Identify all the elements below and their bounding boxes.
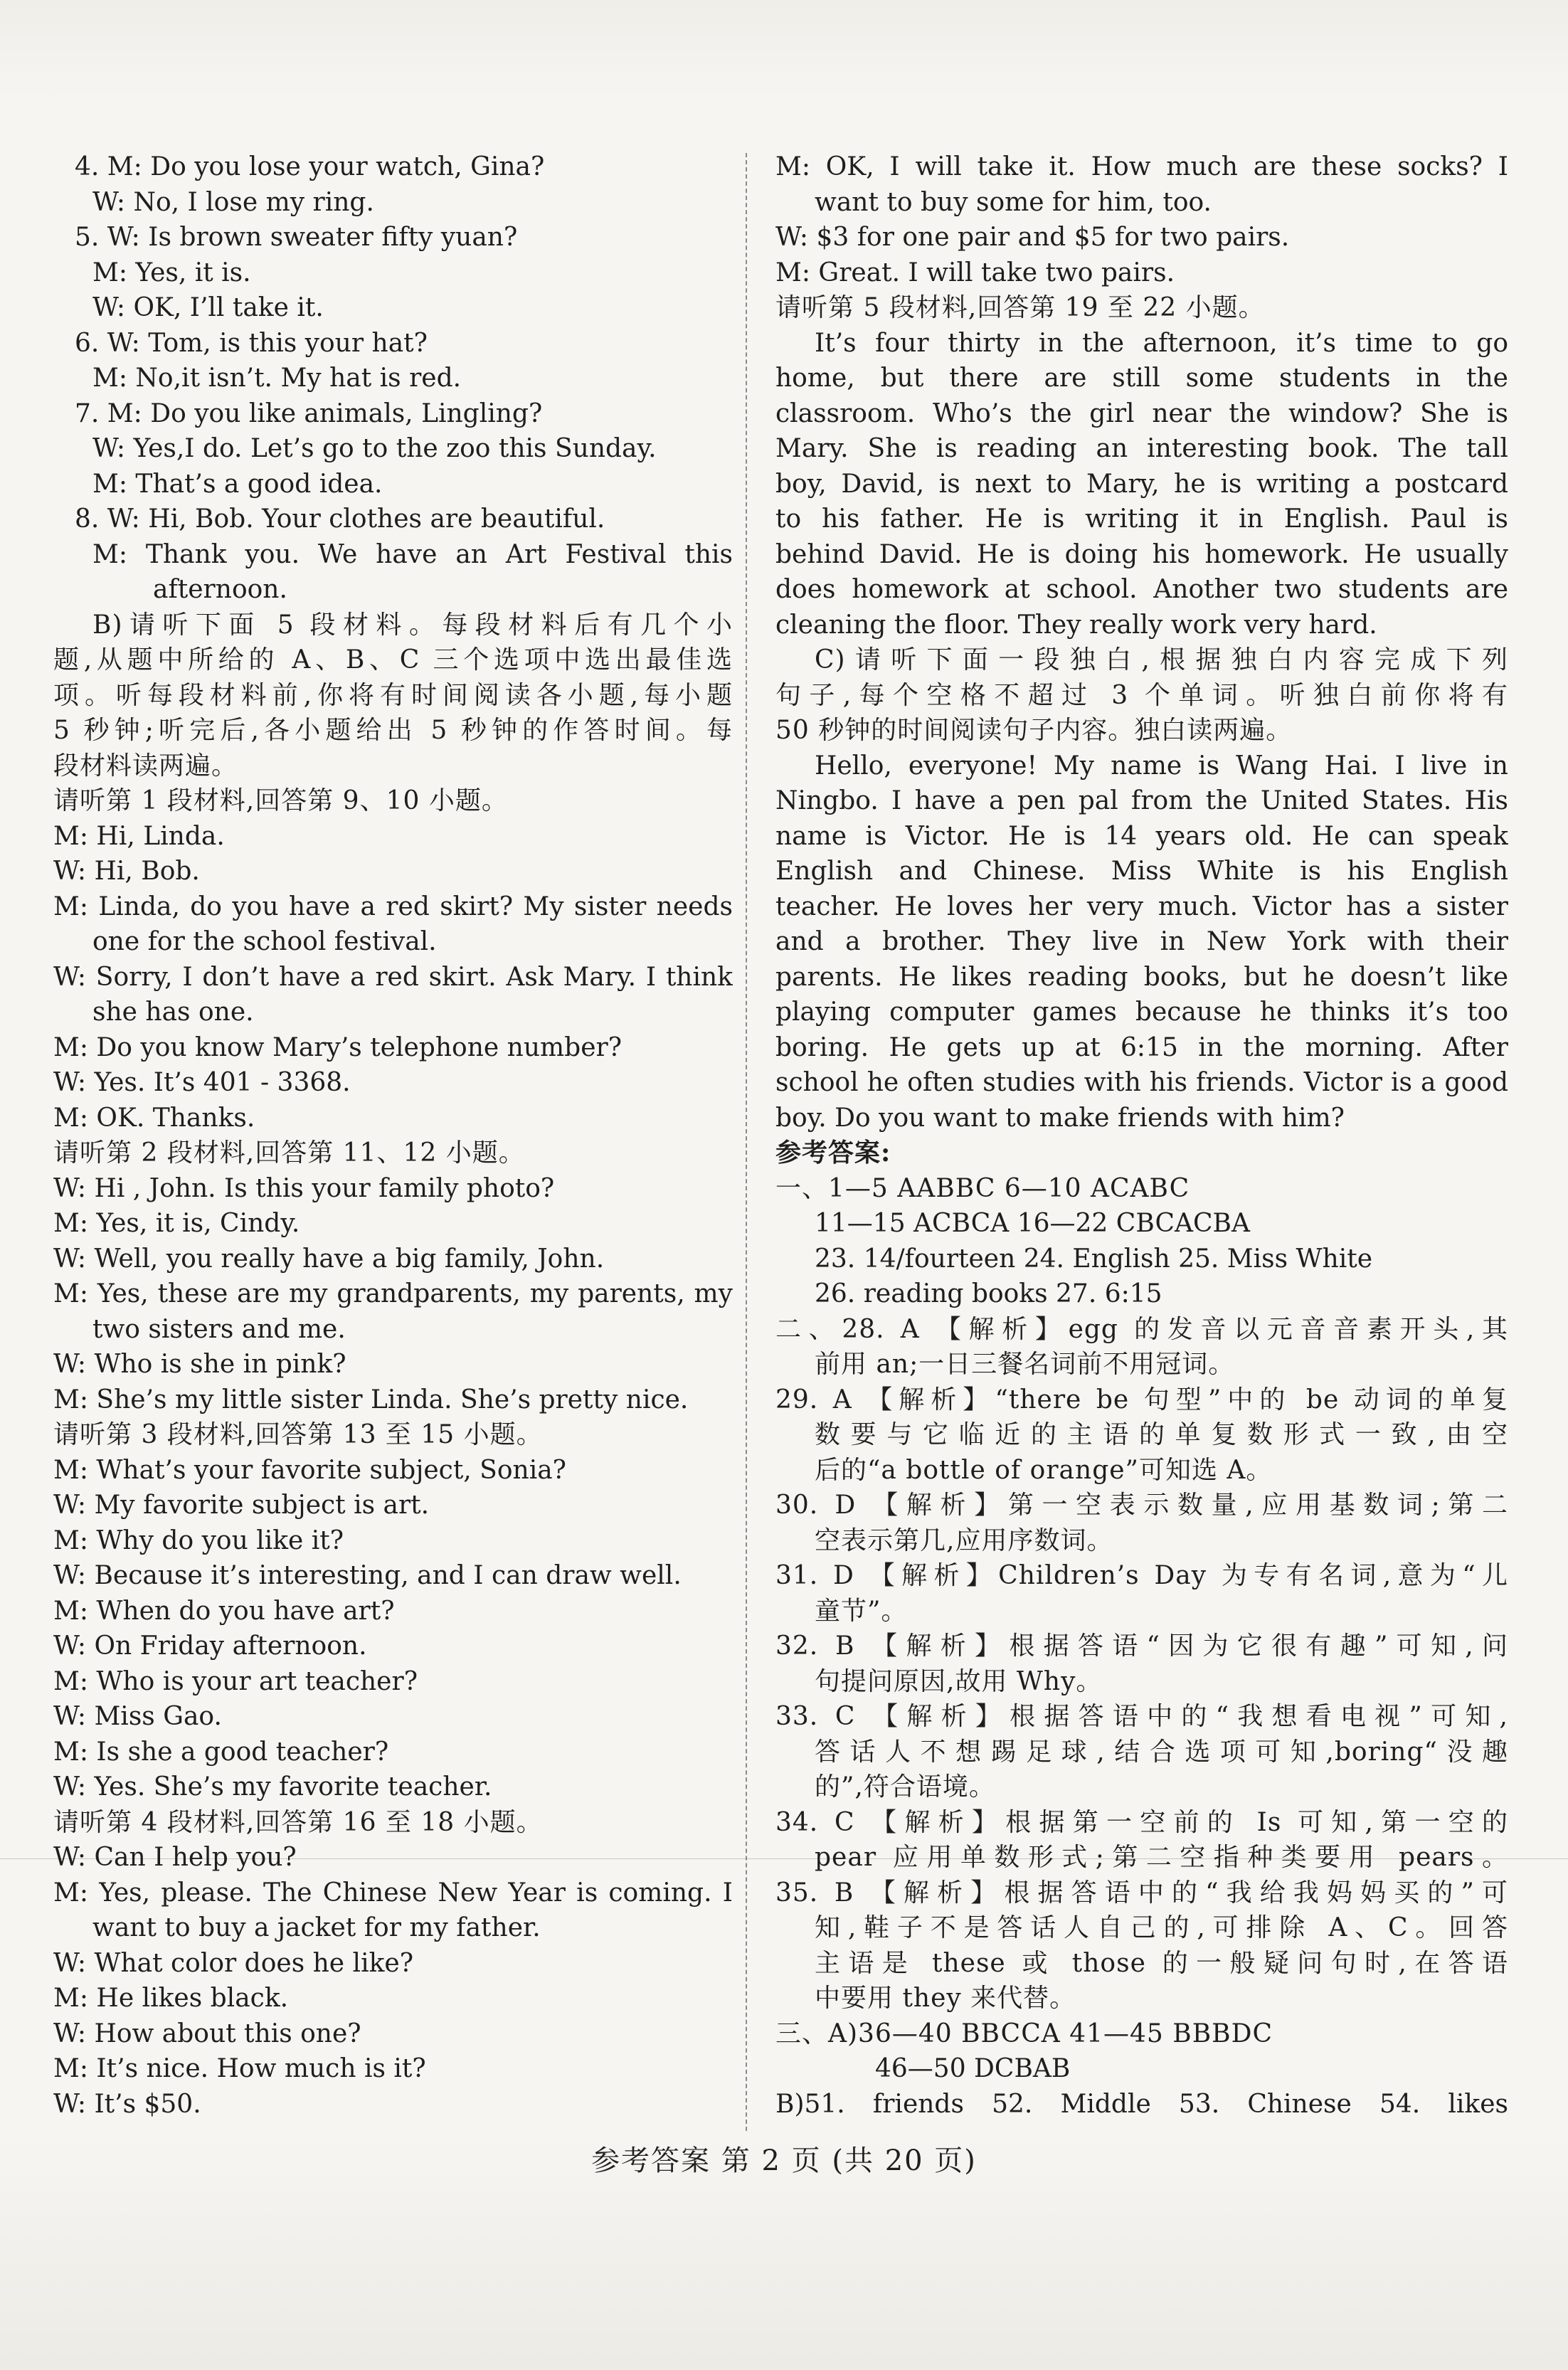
left-text-line: W: What color does he like? <box>53 1948 414 1978</box>
left-text-line: M: Hi, Linda. <box>53 821 225 851</box>
right-text-line: 34. C 【解析】根据第一空前的 Is 可知,第一空的 <box>775 1807 1508 1837</box>
left-text-line: W: Miss Gao. <box>53 1702 222 1731</box>
right-text-line: B)51. friends 52. Middle 53. Chinese 54. likes <box>775 2089 1508 2119</box>
right-text-line: 句提问原因,故用 Why。 <box>815 1666 1103 1696</box>
left-text-line: M: Linda, do you have a red skirt? My sister needs <box>53 892 733 921</box>
right-text-line: M: OK, I will take it. How much are these socks? I <box>775 152 1508 181</box>
right-text-line: name is Victor. He is 14 years old. He can speak <box>775 821 1508 851</box>
right-text-line: 参考答案: <box>775 1138 891 1168</box>
right-text-line: 句子,每个空格不超过 3 个单词。听独白前你将有 <box>775 680 1508 710</box>
right-text-line: and a brother. They live in New York with their <box>775 927 1508 956</box>
left-text-line: M: When do you have art? <box>53 1596 395 1626</box>
left-text-line: 请听第 4 段材料,回答第 16 至 18 小题。 <box>53 1807 543 1837</box>
left-text-line: 请听第 3 段材料,回答第 13 至 15 小题。 <box>53 1420 543 1449</box>
left-text-line: W: Sorry, I don’t have a red skirt. Ask Mary. I think <box>53 962 733 992</box>
right-text-line: It’s four thirty in the afternoon, it’s time to go <box>815 328 1508 358</box>
right-text-line: 前用 an;一日三餐名词前不用冠词。 <box>815 1350 1235 1379</box>
left-text-line: M: That’s a good idea. <box>92 469 383 499</box>
left-text-line: M: OK. Thanks. <box>53 1103 255 1133</box>
left-text-line: 项。听每段材料前,你将有时间阅读各小题,每小题 <box>53 680 733 710</box>
right-text-line: 35. B 【解析】根据答语中的“我给我妈妈买的”可 <box>775 1878 1508 1908</box>
right-text-line: 29. A 【解析】“there be 句型”中的 be 动词的单复 <box>775 1385 1508 1414</box>
left-text-line: W: Yes. It’s 401 - 3368. <box>53 1068 351 1097</box>
right-text-line: Hello, everyone! My name is Wang Hai. I live in <box>815 751 1508 781</box>
right-text-line: cleaning the floor. They really work very hard. <box>775 610 1377 640</box>
left-text-line: M: Yes, these are my grandparents, my parents, my <box>53 1279 733 1308</box>
left-text-line: W: On Friday afternoon. <box>53 1631 367 1661</box>
right-text-line: 32. B 【解析】根据答语“因为它很有趣”可知,问 <box>775 1631 1508 1661</box>
right-text-line: 31. D 【解析】Children’s Day 为专有名词,意为“儿 <box>775 1561 1508 1590</box>
left-text-line: 请听第 2 段材料,回答第 11、12 小题。 <box>53 1138 525 1168</box>
right-text-line: school he often studies with his friends. Victor is a good <box>775 1068 1508 1097</box>
left-text-line: W: Hi, Bob. <box>53 857 200 886</box>
right-text-line: 答话人不想踢足球,结合选项可知,boring“没趣 <box>815 1737 1508 1767</box>
right-text-line: 46—50 DCBAB <box>875 2054 1071 2083</box>
right-text-line: English and Chinese. Miss White is his English <box>775 857 1508 886</box>
right-text-line: 三、A)36—40 BBCCA 41—45 BBBDC <box>775 2019 1273 2048</box>
left-text-line: M: Yes, it is. <box>92 258 251 287</box>
left-text-line: M: Do you know Mary’s telephone number? <box>53 1032 623 1062</box>
left-text-line: 6. W: Tom, is this your hat? <box>75 328 428 358</box>
right-text-line: playing computer games because he thinks it’s too <box>775 998 1508 1027</box>
left-text-line: M: What’s your favorite subject, Sonia? <box>53 1455 566 1485</box>
right-text-line: 中要用 they 来代替。 <box>815 1984 1076 2013</box>
left-text-line: W: Well, you really have a big family, John. <box>53 1244 605 1274</box>
right-text-line: 主语是 these 或 those 的一般疑问句时,在答语 <box>815 1948 1508 1978</box>
right-text-line: 的”,符合语境。 <box>815 1772 995 1802</box>
right-text-line: 空表示第几,应用序数词。 <box>815 1525 1113 1555</box>
right-text-line: teacher. He loves her very much. Victor has a sister <box>775 892 1508 921</box>
left-text-line: W: Hi , John. Is this your family photo? <box>53 1173 555 1203</box>
left-text-line: W: No, I lose my ring. <box>92 187 374 217</box>
right-text-line: 请听第 5 段材料,回答第 19 至 22 小题。 <box>775 293 1265 322</box>
left-text-line: afternoon. <box>153 575 287 604</box>
left-text-line: 段材料读两遍。 <box>53 751 238 781</box>
left-text-line: she has one. <box>92 998 254 1027</box>
right-text-line: 23. 14/fourteen 24. English 25. Miss White <box>815 1244 1373 1274</box>
left-text-line: M: It’s nice. How much is it? <box>53 2054 426 2083</box>
left-text-line: M: Thank you. We have an Art Festival this <box>92 539 733 569</box>
right-text-line: boring. He gets up at 6:15 in the morning. After <box>775 1032 1508 1062</box>
left-text-line: W: OK, I’ll take it. <box>92 293 324 322</box>
left-text-line: M: She’s my little sister Linda. She’s pretty nice. <box>53 1385 689 1414</box>
left-text-line: W: How about this one? <box>53 2019 361 2048</box>
right-text-line: 二、28. A 【解析】egg 的发音以元音音素开头,其 <box>775 1314 1508 1344</box>
right-text-line: 26. reading books 27. 6:15 <box>815 1279 1162 1308</box>
left-text-line: two sisters and me. <box>92 1314 346 1344</box>
left-text-line: W: Because it’s interesting, and I can draw well. <box>53 1561 682 1590</box>
right-text-line: 50 秒钟的时间阅读句子内容。独白读两遍。 <box>775 716 1293 745</box>
right-text-line: 11—15 ACBCA 16—22 CBCACBA <box>815 1209 1250 1238</box>
left-text-line: W: Yes,I do. Let’s go to the zoo this Sunday. <box>92 434 657 463</box>
left-text-line: one for the school festival. <box>92 927 437 956</box>
left-text-line: W: My favorite subject is art. <box>53 1491 430 1520</box>
left-text-line: M: He likes black. <box>53 1984 289 2013</box>
right-text-line: 数要与它临近的主语的单复数形式一致,由空 <box>815 1420 1508 1449</box>
right-text-line: 一、1—5 AABBC 6—10 ACABC <box>775 1173 1190 1203</box>
left-text-line: 请听第 1 段材料,回答第 9、10 小题。 <box>53 786 508 815</box>
right-text-line: Ningbo. I have a pen pal from the United States. His <box>775 786 1508 815</box>
left-text-line: 5. W: Is brown sweater fifty yuan? <box>75 223 518 252</box>
left-text-line: W: It’s $50. <box>53 2089 201 2119</box>
right-text-line: 33. C 【解析】根据答语中的“我想看电视”可知, <box>775 1702 1508 1731</box>
right-text-line: want to buy some for him, too. <box>815 187 1212 217</box>
left-text-line: W: Who is she in pink? <box>53 1350 346 1379</box>
left-text-line: B)请听下面 5 段材料。每段材料后有几个小 <box>92 610 733 640</box>
left-text-line: 7. M: Do you like animals, Lingling? <box>75 398 543 428</box>
right-text-line: 知,鞋子不是答话人自己的,可排除 A、C。回答 <box>815 1913 1508 1942</box>
right-text-line: behind David. He is doing his homework. He usually <box>775 539 1508 569</box>
right-text-line: pear 应用单数形式;第二空指种类要用 pears。 <box>815 1843 1508 1872</box>
left-text-line: 题,从题中所给的 A、B、C 三个选项中选出最佳选 <box>53 645 733 675</box>
left-column <box>53 149 733 2122</box>
right-text-line: 30. D 【解析】第一空表示数量,应用基数词;第二 <box>775 1491 1508 1520</box>
left-text-line: W: Yes. She’s my favorite teacher. <box>53 1772 492 1802</box>
column-divider <box>746 153 747 2131</box>
right-text-line: M: Great. I will take two pairs. <box>775 258 1175 287</box>
right-text-line: Mary. She is reading an interesting book. The tall <box>775 434 1508 463</box>
right-text-line: classroom. Who’s the girl near the window? She is <box>775 398 1508 428</box>
right-text-line: W: $3 for one pair and $5 for two pairs. <box>775 223 1290 252</box>
left-text-line: 8. W: Hi, Bob. Your clothes are beautiful. <box>75 504 605 534</box>
left-text-line: M: Yes, please. The Chinese New Year is coming. I <box>53 1878 733 1908</box>
right-text-line: to his father. He is writing it in English. Paul is <box>775 504 1508 534</box>
left-text-line: M: Is she a good teacher? <box>53 1737 389 1767</box>
left-text-line: 4. M: Do you lose your watch, Gina? <box>75 152 545 181</box>
right-text-line: boy, David, is next to Mary, he is writing a postcard <box>775 469 1508 499</box>
page-footer: 参考答案 第 2 页 (共 20 页) <box>591 2144 977 2177</box>
right-text-line: boy. Do you want to make friends with him? <box>775 1103 1345 1133</box>
left-text-line: want to buy a jacket for my father. <box>92 1913 541 1942</box>
right-text-line: does homework at school. Another two students are <box>775 575 1508 604</box>
left-text-line: M: Who is your art teacher? <box>53 1666 418 1696</box>
left-text-line: W: Can I help you? <box>53 1843 297 1872</box>
right-text-line: C)请听下面一段独白,根据独白内容完成下列 <box>815 645 1508 675</box>
right-column <box>775 149 1508 2122</box>
left-text-line: M: No,it isn’t. My hat is red. <box>92 364 462 393</box>
right-text-line: home, but there are still some students in the <box>775 364 1508 393</box>
right-text-line: parents. He likes reading books, but he doesn’t like <box>775 962 1508 992</box>
left-text-line: M: Yes, it is, Cindy. <box>53 1209 300 1238</box>
right-text-line: 后的“a bottle of orange”可知选 A。 <box>815 1455 1273 1485</box>
left-text-line: M: Why do you like it? <box>53 1525 344 1555</box>
left-text-line: 5 秒钟;听完后,各小题给出 5 秒钟的作答时间。每 <box>53 716 733 745</box>
right-text-line: 童节”。 <box>815 1596 908 1626</box>
